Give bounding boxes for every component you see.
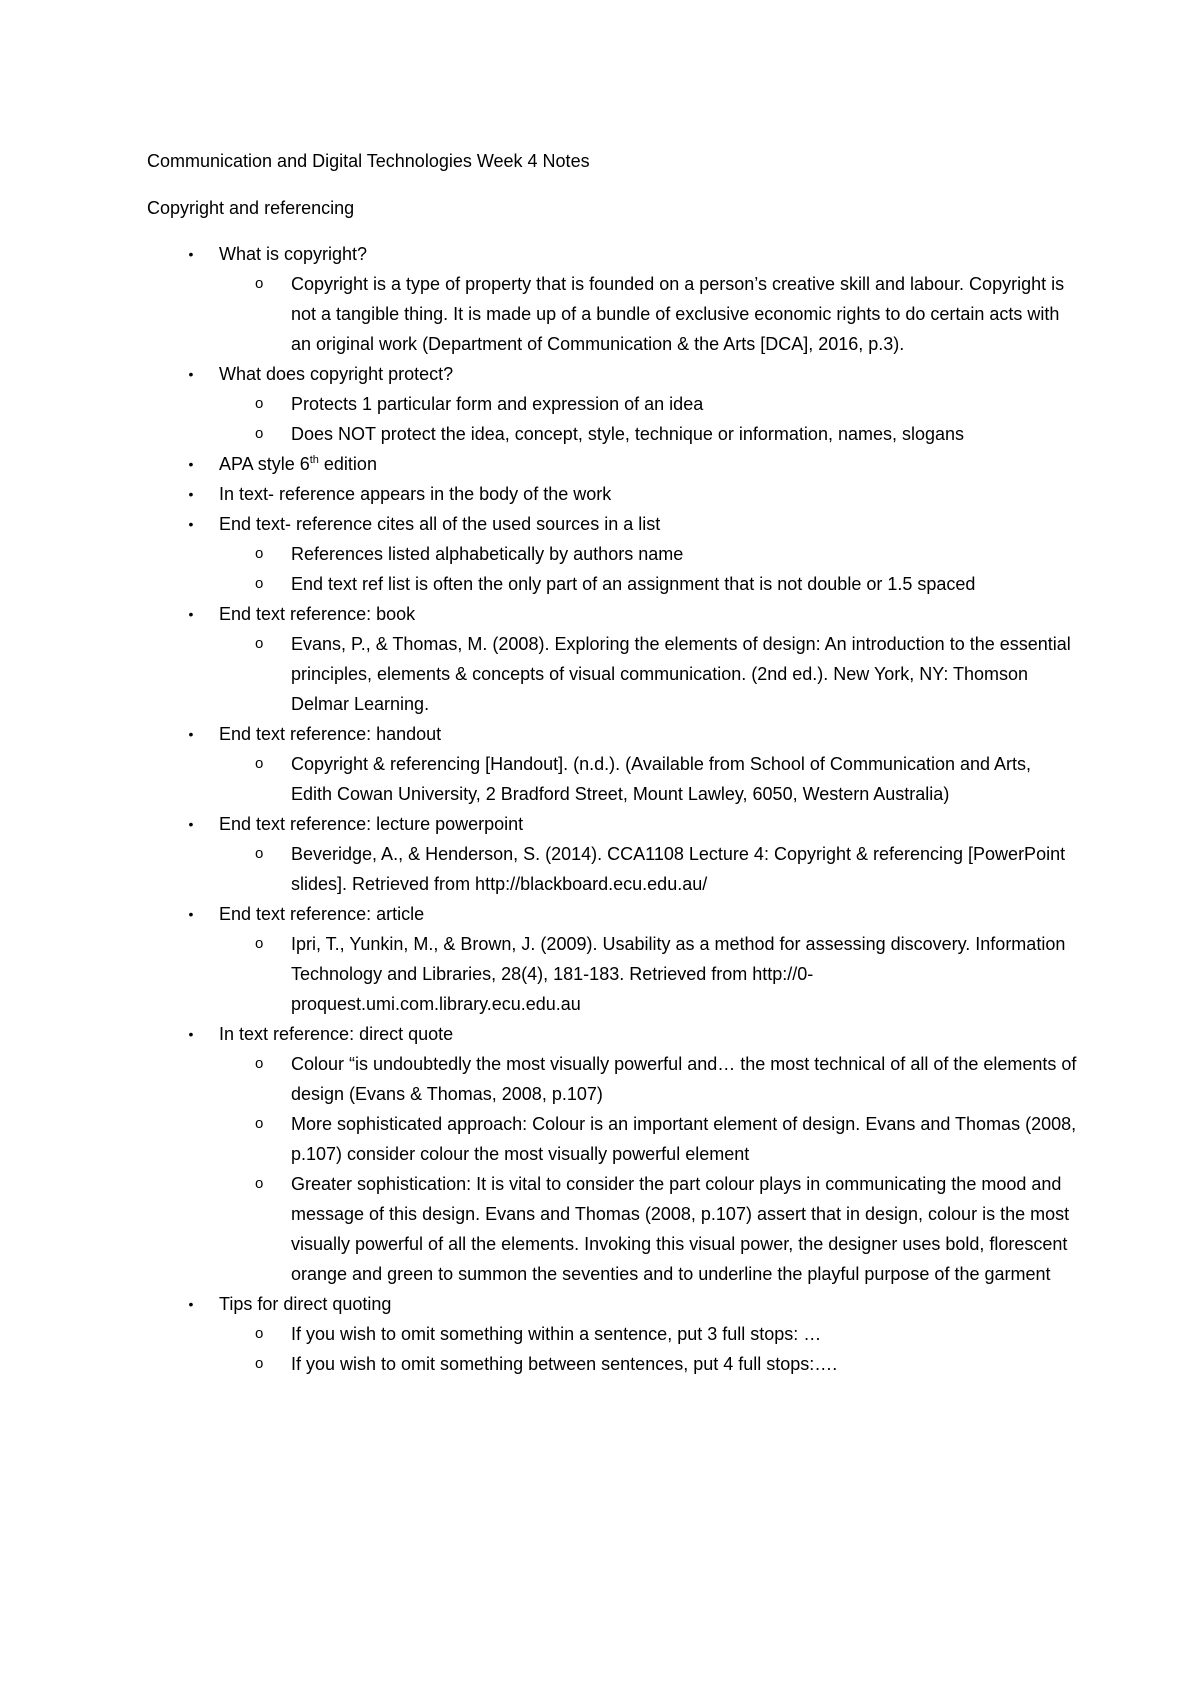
sub-list-item-text: More sophisticated approach: Colour is an important element of design. Evans and Thomas (2008, p.107) consider colour the most visually powerful element <box>291 1114 1077 1164</box>
sub-list-item-text: Beveridge, A., & Henderson, S. (2014). CCA1108 Lecture 4: Copyright & referencing [PowerPoint slides]. Retrieved from http://blackboard.ecu.edu.au/ <box>291 844 1066 894</box>
bullet-icon: • <box>188 486 194 502</box>
sub-list-item <box>219 569 1077 599</box>
sub-list <box>219 929 1077 1019</box>
sub-list <box>219 1049 1077 1289</box>
sub-list <box>219 629 1077 719</box>
sub-list-item-text: Ipri, T., Yunkin, M., & Brown, J. (2009). Usability as a method for assessing discovery. Information Technology and Libraries, 28(4), 181-183. Retrieved from http://0-proquest.umi.com.library.ecu.edu.au <box>291 934 1066 1014</box>
bullet-icon: • <box>188 1296 194 1312</box>
list-item <box>147 719 1077 809</box>
circle-bullet-icon: o <box>255 845 264 862</box>
circle-bullet-icon: o <box>255 425 264 442</box>
circle-bullet-icon: o <box>255 1355 264 1372</box>
circle-bullet-icon: o <box>255 275 264 292</box>
sub-list-item <box>219 419 1077 449</box>
bullet-icon: • <box>188 726 194 742</box>
sub-list-item <box>219 269 1077 359</box>
sub-list-item <box>219 629 1077 719</box>
sub-list-item <box>219 1169 1077 1289</box>
sub-list-item-text: Evans, P., & Thomas, M. (2008). Exploring the elements of design: An introduction to the essential principles, elements & concepts of visual communication. (2nd ed.). New York, NY: Thomson Delmar Learning. <box>291 634 1071 714</box>
sub-list <box>219 269 1077 359</box>
sub-list-item <box>219 1319 1077 1349</box>
list-item <box>147 509 1077 599</box>
circle-bullet-icon: o <box>255 395 264 412</box>
sub-list-item <box>219 1049 1077 1109</box>
sub-list-item-text: Does NOT protect the idea, concept, style, technique or information, names, slogans <box>291 424 965 444</box>
circle-bullet-icon: o <box>255 935 264 952</box>
bullet-icon: • <box>188 366 194 382</box>
circle-bullet-icon: o <box>255 755 264 772</box>
bullet-icon: • <box>188 246 194 262</box>
list-item <box>147 899 1077 1019</box>
sub-list <box>219 389 1077 449</box>
list-item-text: End text reference: article <box>219 904 425 924</box>
bullet-icon: • <box>188 906 194 922</box>
sub-list-item-text: Copyright is a type of property that is founded on a person’s creative skill and labour. Copyright is not a tangible thing. It is made up of a bundle of exclusive economic rights to do certain acts with an original work (Department of Communication & the Arts [DCA], 2016, p.3). <box>291 274 1065 354</box>
list-item <box>147 1019 1077 1289</box>
superscript: th <box>309 454 319 466</box>
sub-list-item-text: Greater sophistication: It is vital to consider the part colour plays in communicating the mood and message of this design. Evans and Thomas (2008, p.107) assert that in design, colour is the most visually powerful of all the elements. Invoking this visual power, the designer uses bold, florescent orange and green to summon the seventies and to underline the playful purpose of the garment <box>291 1174 1070 1284</box>
circle-bullet-icon: o <box>255 1115 264 1132</box>
notes-list <box>147 239 1077 1379</box>
bullet-icon: • <box>188 456 194 472</box>
circle-bullet-icon: o <box>255 575 264 592</box>
document-title: Communication and Digital Technologies Week 4 Notes <box>147 151 590 171</box>
sub-list <box>219 749 1077 809</box>
list-item-text: Tips for direct quoting <box>219 1294 392 1314</box>
sub-list <box>219 1319 1077 1379</box>
list-item-text: In text- reference appears in the body of the work <box>219 484 612 504</box>
document-subtitle: Copyright and referencing <box>147 198 355 218</box>
sub-list-item-text: If you wish to omit something between sentences, put 4 full stops:…. <box>291 1354 838 1374</box>
bullet-icon: • <box>188 516 194 532</box>
list-item-text: What does copyright protect? <box>219 364 454 384</box>
bullet-icon: • <box>188 1026 194 1042</box>
list-item-text: End text reference: lecture powerpoint <box>219 814 524 834</box>
list-item-text-after: edition <box>318 454 377 474</box>
circle-bullet-icon: o <box>255 1325 264 1342</box>
sub-list-item-text: References listed alphabetically by authors name <box>291 544 684 564</box>
list-item <box>147 479 1077 509</box>
sub-list-item-text: Copyright & referencing [Handout]. (n.d.). (Available from School of Communication and Arts, Edith Cowan University, 2 Bradford Street, Mount Lawley, 6050, Western Australia) <box>291 754 1032 804</box>
list-item-text: APA style 6 <box>219 454 310 474</box>
list-item-text: End text- reference cites all of the used sources in a list <box>219 514 661 534</box>
circle-bullet-icon: o <box>255 1055 264 1072</box>
sub-list-item <box>219 1349 1077 1379</box>
list-item <box>147 809 1077 899</box>
list-item-text: In text reference: direct quote <box>219 1024 454 1044</box>
sub-list-item-text: If you wish to omit something within a sentence, put 3 full stops: … <box>291 1324 822 1344</box>
sub-list-item <box>219 1109 1077 1169</box>
sub-list-item-text: Colour “is undoubtedly the most visually powerful and… the most technical of all of the elements of design (Evans & Thomas, 2008, p.107) <box>291 1054 1077 1104</box>
sub-list-item <box>219 539 1077 569</box>
list-item <box>147 449 1077 479</box>
list-item-text: End text reference: handout <box>219 724 442 744</box>
list-item <box>147 1289 1077 1379</box>
bullet-icon: • <box>188 606 194 622</box>
sub-list-item <box>219 389 1077 419</box>
sub-list-item-text: Protects 1 particular form and expression of an idea <box>291 394 704 414</box>
circle-bullet-icon: o <box>255 635 264 652</box>
sub-list-item <box>219 749 1077 809</box>
sub-list-item <box>219 929 1077 1019</box>
sub-list-item-text: End text ref list is often the only part of an assignment that is not double or 1.5 spaced <box>291 574 976 594</box>
sub-list <box>219 839 1077 899</box>
document-content <box>147 146 1077 1379</box>
list-item <box>147 359 1077 449</box>
sub-list <box>219 539 1077 599</box>
list-item <box>147 599 1077 719</box>
list-item-text: End text reference: book <box>219 604 416 624</box>
circle-bullet-icon: o <box>255 545 264 562</box>
circle-bullet-icon: o <box>255 1175 264 1192</box>
list-item-text: What is copyright? <box>219 244 368 264</box>
list-item <box>147 239 1077 359</box>
sub-list-item <box>219 839 1077 899</box>
bullet-icon: • <box>188 816 194 832</box>
